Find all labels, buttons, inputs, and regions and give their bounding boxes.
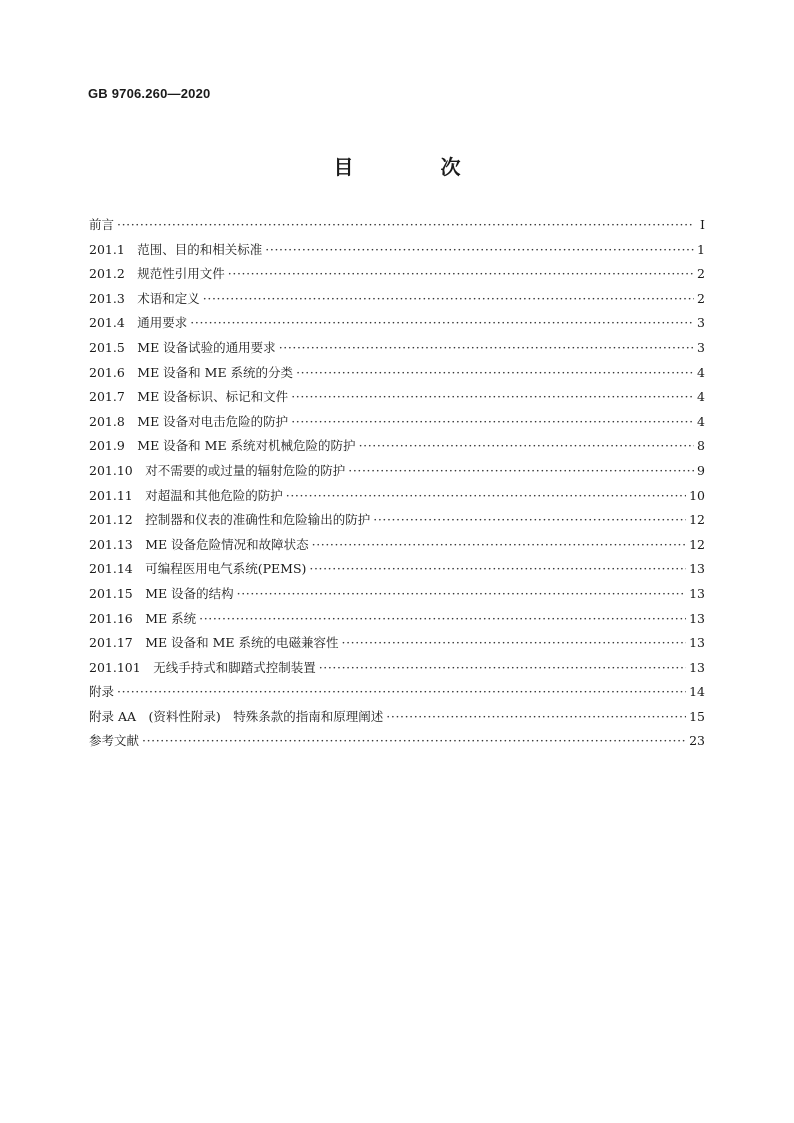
toc-entry[interactable] [89, 338, 705, 363]
toc-title: 目 次 [333, 155, 501, 179]
toc-page-number: 13 [689, 659, 705, 675]
toc-leader-dots [309, 561, 686, 576]
toc-entry-title: 201.5 ME 设备试验的通用要求 [89, 339, 276, 355]
document-code: GB 9706.260—2020 [88, 86, 211, 101]
toc-entry[interactable] [89, 387, 705, 412]
toc-page-number: 4 [697, 389, 705, 405]
toc-entry[interactable] [89, 264, 705, 289]
toc-leader-dots [203, 291, 694, 306]
toc-entry-title: 201.15 ME 设备的结构 [89, 585, 234, 601]
toc-page-number: 4 [697, 364, 705, 380]
toc-entry-title: 201.101 无线手持式和脚踏式控制装置 [89, 659, 316, 675]
toc-entry-title: 201.2 规范性引用文件 [89, 266, 225, 282]
toc-entry-title: 附录 [89, 684, 115, 700]
toc-entry-title: 201.13 ME 设备危险情况和故障状态 [89, 536, 309, 552]
toc-entry-title: 参考文献 [89, 733, 140, 749]
toc-leader-dots [265, 242, 694, 257]
toc-page-number: 4 [697, 413, 705, 429]
table-of-contents [89, 215, 705, 756]
toc-page-number: Ⅰ [700, 217, 705, 232]
toc-leader-dots [296, 365, 694, 380]
toc-entry[interactable] [89, 461, 705, 486]
toc-leader-dots [228, 266, 694, 281]
toc-entry-title: 201.8 ME 设备对电击危险的防护 [89, 413, 289, 429]
toc-entry-title: 201.4 通用要求 [89, 315, 188, 331]
toc-entry[interactable] [89, 289, 705, 314]
toc-entry[interactable] [89, 731, 705, 756]
toc-entry[interactable] [89, 584, 705, 609]
toc-leader-dots [117, 217, 694, 232]
toc-leader-dots [286, 488, 686, 503]
toc-page-number: 9 [697, 462, 705, 478]
toc-leader-dots [373, 512, 686, 527]
toc-entry-title: 201.1 范围、目的和相关标准 [89, 241, 263, 257]
toc-leader-dots [319, 660, 686, 675]
toc-page-number: 3 [697, 315, 705, 331]
toc-entry[interactable] [89, 609, 705, 634]
toc-leader-dots [312, 537, 686, 552]
toc-entry[interactable] [89, 707, 705, 732]
toc-entry[interactable] [89, 436, 705, 461]
toc-entry-title: 201.7 ME 设备标识、标记和文件 [89, 389, 289, 405]
toc-entry[interactable] [89, 412, 705, 437]
toc-page-number: 15 [689, 708, 705, 724]
toc-entry-title: 201.3 术语和定义 [89, 290, 200, 306]
toc-entry[interactable] [89, 215, 705, 240]
toc-entry-title: 前言 [89, 217, 115, 232]
toc-page-number: 1 [697, 241, 705, 257]
toc-page-number: 13 [689, 585, 705, 601]
toc-page-number: 14 [689, 684, 705, 700]
toc-page-number: 13 [689, 635, 705, 651]
toc-entry[interactable] [89, 510, 705, 535]
toc-page-number: 13 [689, 610, 705, 626]
toc-entry-title: 201.9 ME 设备和 ME 系统对机械危险的防护 [89, 438, 356, 454]
toc-entry-title: 201.14 可编程医用电气系统(PEMS) [89, 561, 307, 577]
toc-entry[interactable] [89, 559, 705, 584]
toc-page-number: 2 [697, 266, 705, 282]
toc-entry[interactable] [89, 535, 705, 560]
toc-entry[interactable] [89, 658, 705, 683]
toc-entry[interactable] [89, 240, 705, 265]
toc-entry-title: 201.6 ME 设备和 ME 系统的分类 [89, 364, 294, 380]
toc-leader-dots [291, 389, 694, 404]
toc-entry[interactable] [89, 313, 705, 338]
toc-leader-dots [117, 684, 686, 699]
toc-entry-title: 201.16 ME 系统 [89, 610, 197, 626]
toc-leader-dots [342, 635, 687, 650]
toc-entry[interactable] [89, 363, 705, 388]
toc-leader-dots [359, 438, 694, 453]
toc-entry[interactable] [89, 633, 705, 658]
toc-page-number: 3 [697, 339, 705, 355]
toc-entry-title: 201.12 控制器和仪表的准确性和危险输出的防护 [89, 512, 371, 528]
toc-leader-dots [279, 340, 694, 355]
toc-leader-dots [291, 414, 694, 429]
toc-page-number: 2 [697, 290, 705, 306]
toc-leader-dots [348, 463, 694, 478]
toc-leader-dots [199, 611, 686, 626]
toc-leader-dots [237, 586, 686, 601]
toc-page-number: 8 [697, 438, 705, 454]
toc-leader-dots [142, 733, 686, 748]
toc-page-number: 23 [689, 733, 705, 749]
toc-entry-title: 附录 AA (资料性附录) 特殊条款的指南和原理阐述 [89, 708, 384, 724]
toc-leader-dots [190, 315, 694, 330]
toc-leader-dots [386, 709, 686, 724]
toc-entry-title: 201.11 对超温和其他危险的防护 [89, 487, 283, 503]
toc-entry[interactable] [89, 486, 705, 511]
toc-entry-title: 201.17 ME 设备和 ME 系统的电磁兼容性 [89, 635, 339, 651]
toc-page-number: 13 [689, 561, 705, 577]
toc-entry-title: 201.10 对不需要的或过量的辐射危险的防护 [89, 462, 346, 478]
toc-page-number: 12 [689, 512, 705, 528]
toc-page-number: 12 [689, 536, 705, 552]
toc-page-number: 10 [689, 487, 705, 503]
toc-entry[interactable] [89, 682, 705, 707]
